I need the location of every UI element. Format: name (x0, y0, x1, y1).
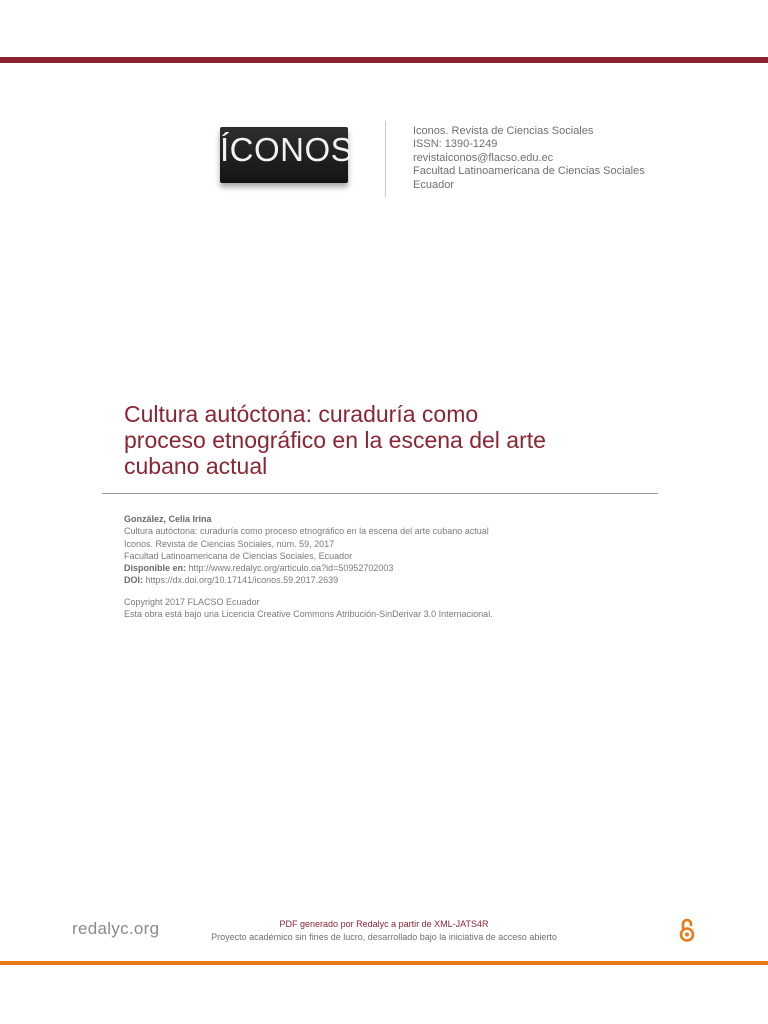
article-title-line: proceso etnográfico en la escena del arte (124, 427, 546, 453)
bottom-accent-bar (0, 961, 768, 965)
doi-label: DOI: (124, 575, 143, 586)
iconos-logo (220, 127, 354, 183)
available-link[interactable]: http://www.redalyc.org/articulo.oa?id=50952702003 (186, 563, 394, 574)
open-access-icon (678, 917, 696, 943)
available-row (124, 562, 493, 574)
iconos-logo-text: ÍCONOS (220, 131, 354, 168)
available-label: Disponible en: (124, 563, 187, 574)
title-divider (102, 493, 658, 494)
doi-row (124, 574, 493, 586)
citation-publisher: Facultad Latinoamericana de Ciencias Sociales, Ecuador (124, 550, 353, 561)
copyright-text: Copyright 2017 FLACSO Ecuador (124, 596, 260, 607)
license-text[interactable]: Esta obra está bajo una Licencia Creative Commons Atribución-SinDerivar 3.0 Internacional. (124, 609, 493, 620)
redalyc-logo: redalyc.org (72, 919, 160, 938)
journal-country: Ecuador (413, 178, 454, 191)
journal-institution: Facultad Latinoamericana de Ciencias Sociales (413, 165, 645, 178)
journal-name: Iconos. Revista de Ciencias Sociales (413, 125, 594, 137)
article-title-line: Cultura autóctona: curaduría como (124, 401, 479, 427)
article-title-line: cubano actual (124, 453, 268, 479)
top-accent-bar (0, 57, 768, 63)
citation-issue: Iconos. Revista de Ciencias Sociales, núm. 59, 2017 (124, 538, 335, 549)
journal-info (413, 125, 645, 192)
doi-link[interactable]: https://dx.doi.org/10.17141/iconos.59.2017.2639 (143, 575, 339, 586)
citation-article-title: Cultura autóctona: curaduría como proceso etnográfico en la escena del arte cubano actual (124, 526, 489, 537)
author-name: González, Celia Irina (124, 514, 212, 524)
journal-issn: ISSN: 1390-1249 (413, 138, 498, 151)
article-title (124, 401, 664, 479)
footer-project-text: Proyecto académico sin fines de lucro, desarrollado bajo la iniciativa de acceso abierto (211, 932, 557, 942)
header-divider (385, 121, 386, 197)
footer-generated-text: PDF generado por Redalyc a partir de XML-JATS4R (279, 919, 489, 929)
citation-block (124, 513, 493, 620)
journal-email[interactable]: revistaiconos@flacso.edu.ec (413, 151, 554, 164)
